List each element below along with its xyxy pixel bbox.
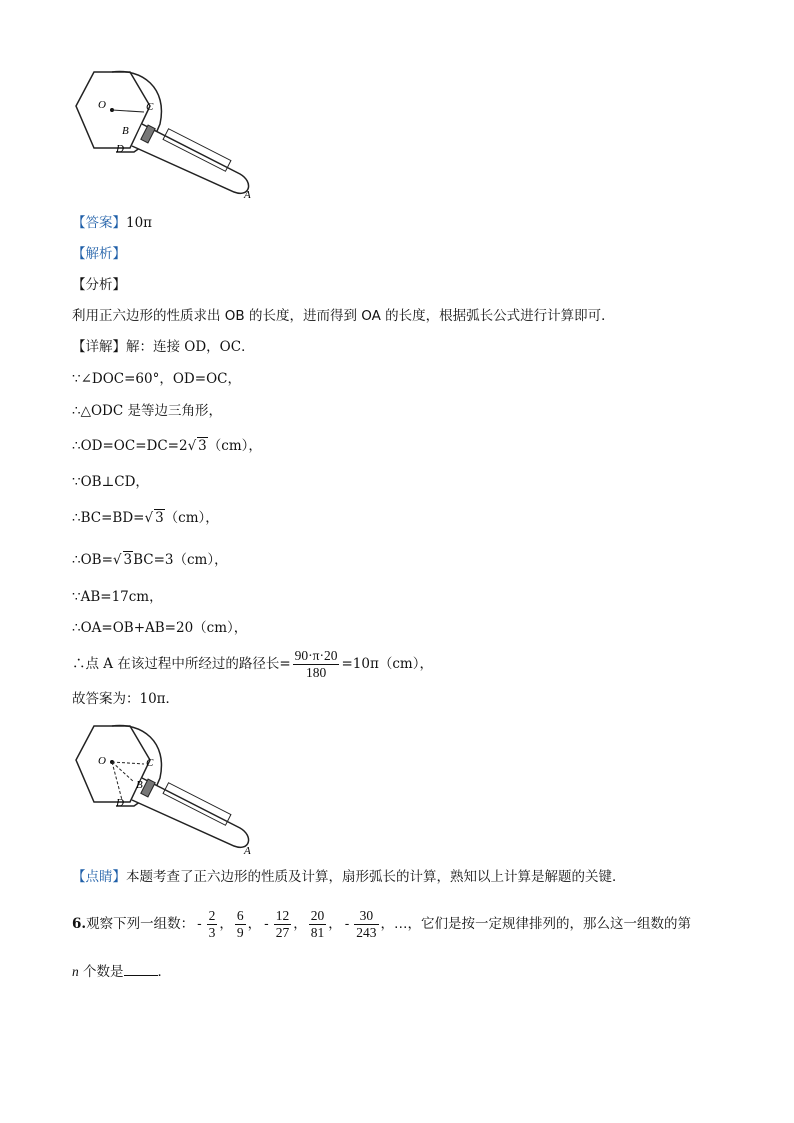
analysis-text: 利用正六边形的性质求出 OB 的长度，进而得到 OA 的长度，根据弧长公式进行计算即可． [72, 308, 615, 324]
label-a: A [244, 845, 251, 856]
answer-tag: 【答案】 [72, 215, 126, 231]
wrench-figure-top [72, 66, 262, 200]
detail-line-1: 【详解】解：连接 OD，OC． [72, 339, 255, 355]
detail-line-6: ∴BC=BD=√ 3（cm）， [72, 510, 219, 526]
fraction: $\frac{90\cdot\pi\cdot 20}{180}$ [294, 648, 338, 680]
numerator: 2 [208, 908, 216, 923]
minus-sign: - [264, 916, 269, 932]
detail-line-9: ∴OA=OB+AB=20（cm）， [72, 620, 248, 636]
sqrt-symbol: √ 3 [187, 438, 207, 454]
wrench-figure-bottom [72, 720, 262, 856]
detail-line-10: ∴点 A 在该过程中所经过的路径长= $\frac{90\cdot\pi\cdot 20}{180}$ =10π（cm）， [72, 648, 433, 680]
comma: ， [293, 916, 307, 932]
denominator: 9 [236, 925, 244, 940]
label-c: C [146, 757, 154, 769]
fraction-sequence [194, 908, 380, 940]
detail-line-3: ∴△ODC 是等边三角形， [72, 403, 222, 419]
answer-value: 10π [126, 215, 153, 231]
detail-line-4: ∴OD=OC=DC=2√ 3（cm）， [72, 438, 262, 454]
denominator: 27 [275, 925, 290, 940]
label-a: A [244, 189, 251, 200]
detail-line-11: 故答案为：10π． [72, 691, 180, 707]
sequence-fraction [309, 908, 327, 941]
jiexi-tag: 【解析】 [72, 246, 126, 262]
numerator: 6 [236, 908, 244, 923]
fenxi-tag: 【分析】 [72, 277, 126, 293]
numerator: 12 [275, 908, 290, 923]
sequence-fraction [274, 908, 292, 941]
comma: ， [328, 916, 342, 932]
question-6-line-1: 6.观察下列一组数： - $\frac{2}{3}$ ， $\frac{6}{9}$ ， - $\frac{12}{27}$ ， $\frac{20}{81}$ ， - $\frac{30}{243}$ ，…，它们是按一定规律排列的，那么这一组数的第 [72, 908, 692, 940]
question-number: 6. [72, 916, 87, 932]
numerator: 20 [310, 908, 325, 923]
detail-line-8: ∵AB=17cm， [72, 589, 163, 605]
question-6-line-2: n 个数是 ． [72, 964, 172, 980]
label-b: B [136, 779, 143, 791]
detail-line-7: ∴OB=√ 3BC=3（cm）， [72, 552, 228, 568]
dianjing-tag: 【点睛】 [72, 869, 126, 885]
label-o: O [98, 755, 106, 767]
comma: ， [247, 916, 262, 932]
label-c: C [146, 101, 154, 113]
label-d: D [116, 143, 124, 155]
label-b: B [122, 125, 129, 137]
minus-sign: - [197, 916, 202, 932]
dianjing-line: 【点睛】本题考查了正六边形的性质及计算，扇形弧长的计算，熟知以上计算是解题的关键． [72, 869, 626, 885]
denominator: 81 [310, 925, 325, 940]
denominator: 243 [356, 925, 377, 940]
answer-blank[interactable] [124, 975, 158, 976]
denominator: 3 [208, 925, 216, 940]
label-d: D [116, 797, 124, 809]
numerator: 30 [359, 908, 374, 923]
comma: ， [219, 916, 233, 932]
sequence-fraction [235, 908, 246, 941]
answer-line [72, 213, 152, 233]
detail-tag: 【详解】 [72, 339, 126, 355]
sequence-fraction [354, 908, 378, 941]
sequence-fraction [207, 908, 218, 941]
detail-line-5: ∵OB⊥CD， [72, 474, 149, 490]
minus-sign: - [344, 916, 350, 932]
sqrt-symbol: √ 3 [144, 510, 164, 526]
sqrt-symbol: √ 3 [112, 552, 133, 568]
label-o: O [98, 99, 106, 111]
detail-line-2: ∵∠DOC=60°，OD=OC， [72, 371, 241, 387]
